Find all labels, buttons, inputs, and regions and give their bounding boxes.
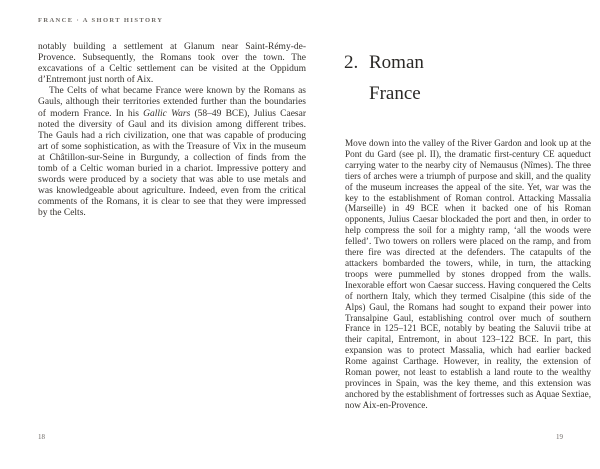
book-title-italic: Gallic Wars — [143, 108, 191, 119]
chapter-heading — [344, 47, 449, 109]
left-paragraph-1-text: notably building a settlement at Glanum near Saint-Rémy-de-Provence. Subsequently, the Romans took over the town. The excavations of a Celtic settlement can be visited at the Oppidum d’Entremont just north of Aix. — [38, 42, 306, 86]
running-header: FRANCE · A SHORT HISTORY — [38, 17, 164, 24]
right-paragraph-1-text: Move down into the valley of the River Gardon and look up at the Pont du Gard (see pl. II), the dramatic first-century CE aqueduct carrying water to the nearby city of Nemausus (Nîmes). The three tiers of arches were a triumph of purpose and skill, and the quality of the museum increases the appeal of the site. Yet, war was the key to the establishment of Roman control. Attacking Massalia (Marseille) in 49 BCE when it backed one of his Roman opponents, Julius Caesar blockaded the port and then, in order to help compress the soil for a mighty ramp, ‘all the woods were felled’. Two towers on rollers were placed on the ramp, and from there fire was directed at the defenders. The catapults of the attackers bombarded the towers, while, in turn, the attacking troops were pummelled by stones dropped from the walls. Inexorable effort won Caesar success. Having conquered the Celts of northern Italy, which they termed Cisalpine (this side of the Alps) Gaul, the Romans had sought to expand their power into Transalpine Gaul, establishing control over much of southern France in 125–121 BCE, notably by beating the Saluvii tribe at their capital, Entremont, in about 123–122 BCE. In part, this expansion was to protect Massalia, which had earlier backed Rome against Carthage. However, in reality, the extension of Roman power, not least to establish a land route to the wealthy provinces in Spain, was the key theme, and this extension was anchored by the establishment of fortresses such as Aquae Sextiae, now Aix-en-Provence. — [345, 138, 591, 410]
chapter-number: 2. — [344, 52, 359, 73]
right-paragraph-1 — [345, 138, 591, 411]
page-number-right: 19 — [556, 433, 563, 441]
left-paragraph-2-text-before: The Celts of what became France were known by the Romans as Gauls, although their territories extended further than the boundaries of modern France. In his — [38, 86, 306, 119]
right-page-body — [345, 138, 591, 411]
left-paragraph-2-text-after: (58–49 BCE), Julius Caesar noted the diversity of Gaul and its division among different tribes. The Gauls had a rich civilization, one that was capable of producing art of some sophistication, as with the Treasure of Vix in the museum at Châtillon-sur-Seine in Burgundy, a collection of finds from the tomb of a Celtic woman buried in a chariot. Impressive pottery and swords were produced by a society that was able to use metals and was knowledgeable about agriculture. Indeed, even from the critical comments of the Romans, it is clear to see that they were impressed by the Celts. — [38, 108, 307, 219]
chapter-title: Roman France — [369, 52, 424, 104]
page-number-left: 18 — [38, 433, 45, 441]
left-paragraph-2 — [38, 86, 306, 219]
left-paragraph-1 — [38, 42, 306, 86]
left-page-body — [38, 42, 306, 220]
